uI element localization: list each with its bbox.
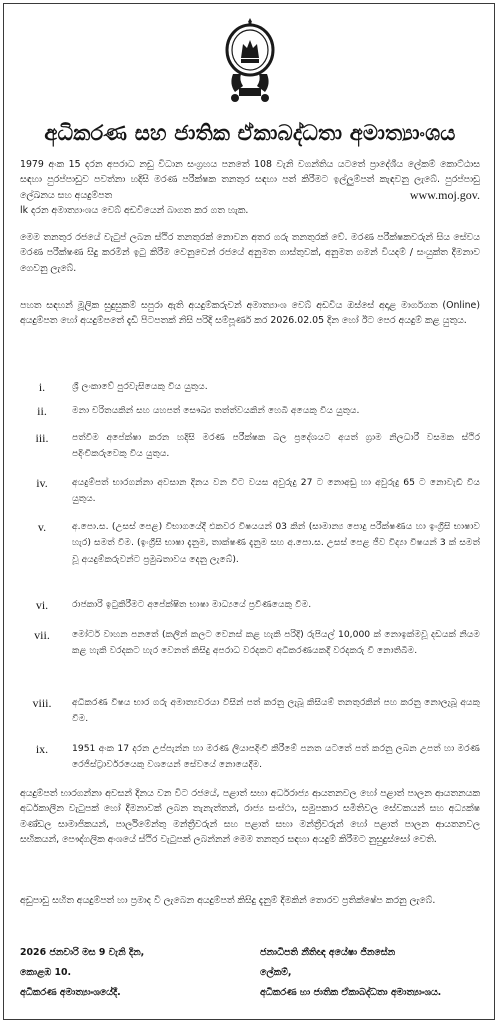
item-text: ශ්‍රී ලංකාවේ පුරවැසියෙකු විය යුතුය. bbox=[72, 381, 208, 392]
signatory-block bbox=[260, 943, 441, 1003]
remuneration-paragraph: මෙම තනතුර රජයේ වැටුප් ලබන ස්ථිර තනතුරක් නොවන අතර ගරු තනතුරක් වේ. මරණ පරීක්ෂකවරුන් සිය සේවය මරණ පරීක්ෂණ සිදු කරමින් ඉටු කිරීම වෙනුවෙන් රජයේ අනුමත ගාස්තුවක්, අනුමත ගමන් වියදම් / සංයුක්ත දීමනාව ගෙවනු ලැබේ. bbox=[20, 232, 480, 274]
signatory-name: ජනාධිපති නීතිඥ අයේෂා ජිනසේන bbox=[260, 947, 396, 958]
notice-border bbox=[3, 3, 495, 1020]
item-number: ix. bbox=[35, 742, 49, 756]
national-emblem-icon bbox=[223, 14, 277, 104]
eligibility-paragraph: පහත සඳහන් මූලික සුදුසුකම් සපුරා ඇති අයදුම්කරුවන් අමාත්‍යාංශ වෙබ් අඩවිය ඔස්සේ අදාළ මාර්ගගත (Online) අයදුම්පත හෝ අයදුම්පතේ දැඩි පිටපතක් නිසි පරිදි සම්පූර්ණ කර 2026.02.05 දින හෝ ඊට පෙර අයදුම් කළ යුතුය. bbox=[20, 300, 480, 327]
item-number: iii. bbox=[35, 431, 49, 445]
item-number: v. bbox=[37, 520, 47, 534]
item-number: i. bbox=[38, 380, 46, 394]
item-number: ii. bbox=[37, 404, 47, 418]
signatory-ministry: අධිකරණ හා ජාතික ඒකාබද්ධතා අමාත්‍යාංශය. bbox=[260, 987, 442, 998]
item-number: viii. bbox=[32, 696, 52, 710]
rejection-note: අඩුපාඩු සහිත අයදුම්පත් හා ප්‍රමාද වී ලැබෙන අයදුම්පත් කිසිදු දැනුම් දීමකින් තොරව ප්‍රතික්ෂේප කරනු ලැබේ. bbox=[20, 895, 436, 906]
website-url: www.moj.gov. bbox=[409, 187, 480, 202]
item-number: vi. bbox=[35, 598, 49, 612]
item-text: 1951 අංක 17 දරන උප්පැන්න හා මරණ ලියාපදිංචි කිරීමේ පනත යටතේ පත් කරනු ලබන උපත් හා මරණ රෙජිස්ට්‍රාර්වරයෙකු වශයෙන් සේවයේ නොයෙදීම. bbox=[72, 743, 480, 771]
item-text: අධිකරණ විෂය භාර ගරු අමාත්‍යවරයා විසින් පත් කරනු ලැබූ කිසියම් තනතුරකින් පහ කරනු නොලැබූ අයකු වීම. bbox=[72, 697, 480, 725]
ministry-title: අධිකරණ සහ ජාතික ඒකාබද්ධතා අමාත්‍යාංශය bbox=[44, 121, 456, 145]
disqualification-note: අයදුම්පත් භාරගන්නා අවසන් දිනය වන විට රජයේ, පළාත් සභා අර්ධරාජ්‍ය ආයතනවල හෝ පළාත් පාලන ආයතනයක අර්ධකාලීන වැටුපක් හෝ දීමනාවක් ලබන තැනැත්තන්, රාජ්‍ය සංස්ථා, සමුපකාර සමිතිවල සේවකයන් සහ අධ්‍යක්ෂ මණ්ඩල සාමාජිකයන්, පාර්ලිමේන්තු මන්ත්‍රීවරුන් සහ පළාත් සභා මන්ත්‍රීවරුන් හෝ පළාත් පාලන ආයතනවල සභිකයන්, පෞද්ගලික අංශයේ ස්ථිර වැටුපක් ලබන්නන් මෙම තනතුර සඳහා අයදුම් කිරීමට නුසුදුස්සෝ වෙති. bbox=[20, 788, 480, 845]
item-number: iv. bbox=[36, 476, 48, 490]
signature-place: කොළඹ 10. bbox=[20, 967, 72, 978]
intro-text: 1979 අංක 15 දරන අපරාධ නඩු විධාන සංග්‍රහය පනතේ 108 වැනි වගන්තිය යටතේ ප්‍රාදේශීය ලේකම් කොට්ඨාස සඳහා පුරප්පාඩුව පවත්නා හදිසි මරණ පරීක්ෂක තනතුර සඳහා පත් කිරීමට ඉල්ලුම්පත් කැඳවනු ලැබේ. පුරප්පාඩු ලේඛනය සහ අයදුම්පත bbox=[20, 159, 480, 201]
intro-text-end: lk දරන අමාත්‍යාංශය වෙබ් අඩවියෙන් බාගත කර ගත හැක. bbox=[20, 204, 249, 216]
item-text: අයදුම්පත් භාරගන්නා අවසාන දිනය වන විට වයස අවුරුදු 27 ට නොඅඩු හා අවුරුදු 65 ට නොවැඩි විය යුතුය. bbox=[72, 477, 480, 505]
item-text: මනා චරිතයකින් සහ යහපත් සෞඛ්‍ය තත්ත්වයකින් හෙබි අයෙකු විය යුතුය. bbox=[72, 405, 360, 416]
item-text: මෝටර් වාහන පනතේ (කලින් කලට වෙනස් කළ හැකි පරිදි) රුපියල් 10,000 ක් නොඉක්මවූ දඩයක් නියම කළ හැකි වරදකට හැර වෙනත් කිසිදු අපරාධ වරදකට අධිකරණයකදී වරදකරු වී නොතිබීම. bbox=[72, 629, 480, 657]
item-number: vii. bbox=[34, 628, 50, 642]
signatory-role: ලේකම්, bbox=[260, 967, 292, 978]
intro-paragraph bbox=[20, 157, 480, 218]
signature-office: අධිකරණ අමාත්‍යාංශයේදී. bbox=[20, 987, 121, 998]
item-text: පත්වීම අපේක්ෂා කරන හදිසි මරණ පරීක්ෂක බල ප්‍රදේශයට අයත් ග්‍රාම නිලධාරී වසමක ස්ථිර පදිංචිකරුවෙකු විය යුතුය. bbox=[72, 432, 480, 460]
signature-date: 2026 ජනවාරි මස 9 වැනි දින, bbox=[20, 947, 145, 958]
item-text: අ.පො.ස. (උසස් පෙළ) විභාගයේදී එකවර විෂයයන් 03 කින් (සාමාන්‍ය පොදු පරීක්ෂණය හා ඉංග්‍රීසි භාෂාව හැර) සමත් වීම. (ඉංග්‍රීසි භාෂා දැනුම, තාක්ෂණ දැනුම සහ අ.පො.ස. උසස් පෙළ ජීව විද්‍යා විෂයන් 3 ක් සමත් වූ අයදුම්කරුවන්ට ප්‍රමුඛතාවය දෙනු ලැබේ). bbox=[72, 521, 480, 565]
item-text: රාජකාරි ඉටුකිරීමට අපේක්ෂිත භාෂා මාධ්‍යයේ ප්‍රවීණයෙකු වීම. bbox=[72, 599, 312, 610]
signature-date-block bbox=[20, 943, 144, 1003]
